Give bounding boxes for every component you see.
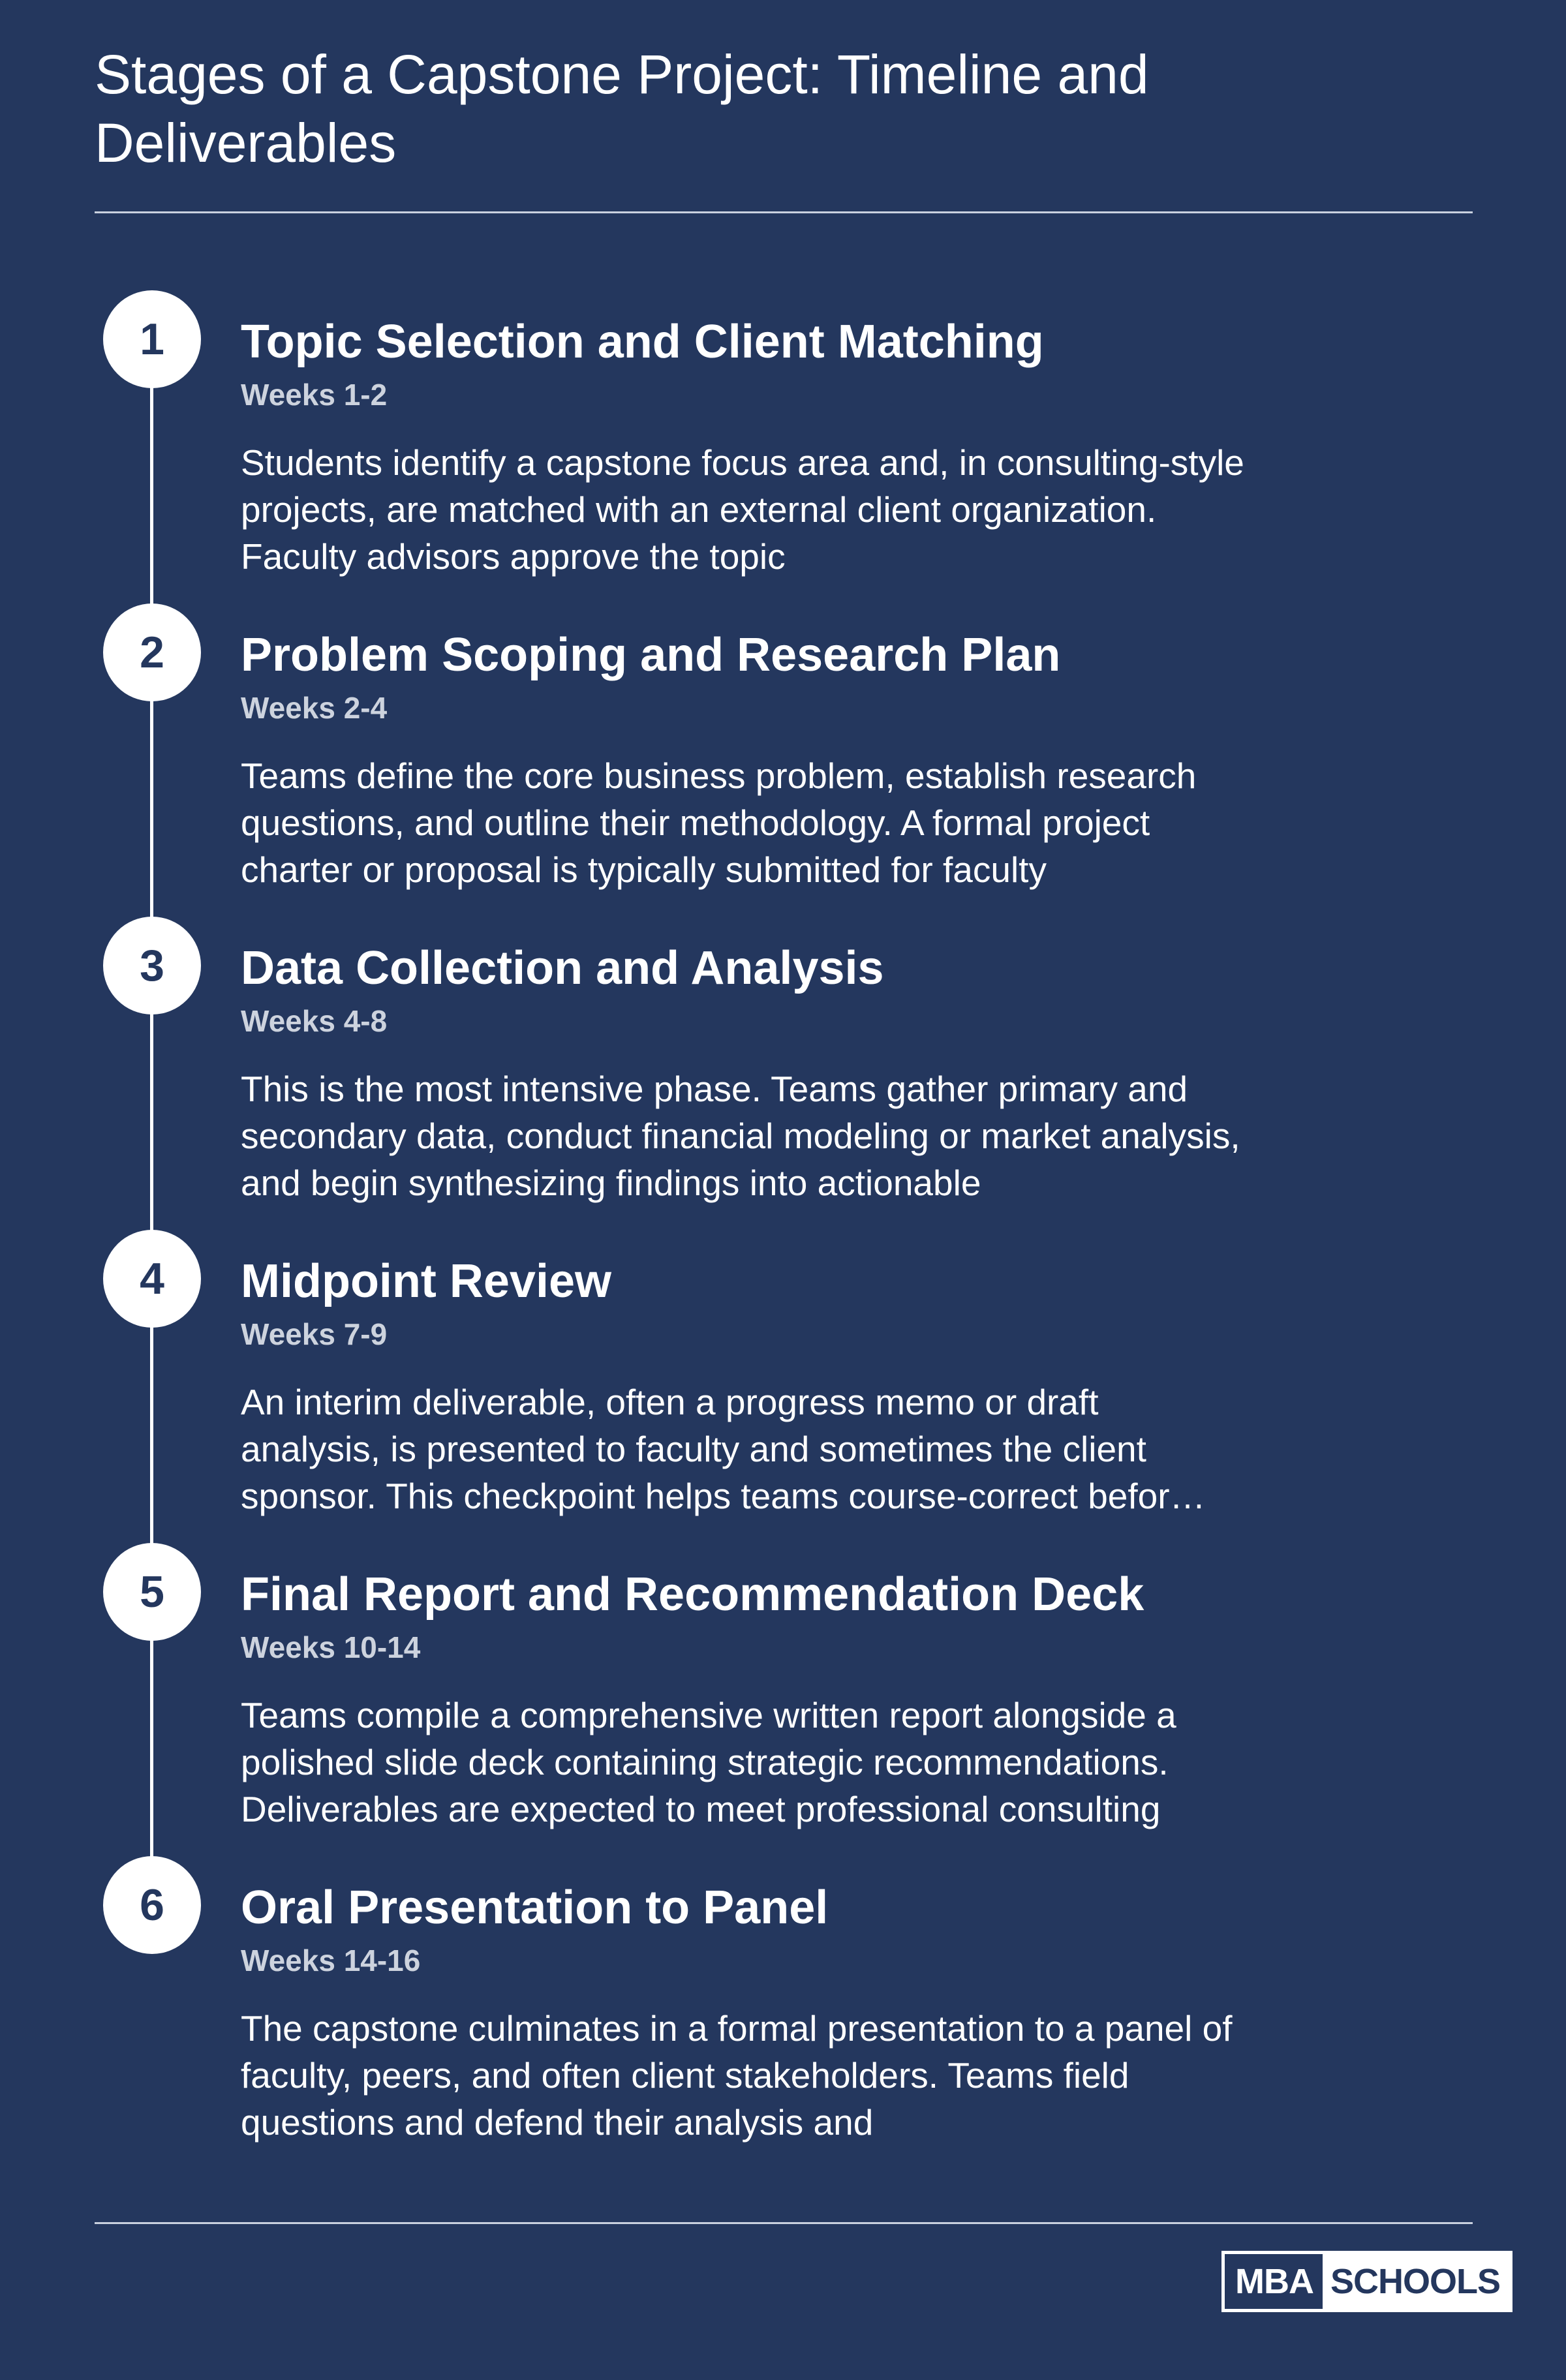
stage-title: Midpoint Review [241,1255,612,1307]
stage-number-badge: 5 [103,1543,201,1641]
stage-description: The capstone culminates in a formal presentation to a panel of faculty, peers, and often client stakeholders. Teams field questions and defend their analysis and [241,2008,1233,2143]
stage-weeks: Weeks 4-8 [241,1004,388,1038]
stage-description: Teams define the core business problem, establish research questions, and outline their methodology. A formal project charter or proposal is typically submitted for faculty [241,755,1197,890]
stage-title: Topic Selection and Client Matching [241,316,1044,368]
stage-description: Students identify a capstone focus area and, in consulting-style projects, are matched with an external client organization. Faculty advisors approve the topic [241,442,1244,577]
stage-weeks: Weeks 1-2 [241,378,388,412]
timeline-stage-1 [0,290,1566,603]
bottom-divider [95,2222,1473,2224]
stage-title: Final Report and Recommendation Deck [241,1568,1144,1621]
stage-description: An interim deliverable, often a progress memo or draft analysis, is presented to faculty and sometimes the client sponsor. This checkpoint helps teams course-correct befor… [241,1382,1206,1516]
stage-weeks: Weeks 14-16 [241,1944,421,1977]
page-title: Stages of a Capstone Project: Timeline and Deliverables [95,44,1149,174]
mba-schools-logo [1221,2251,1512,2312]
stage-number-badge: 3 [103,917,201,1015]
stage-description: Teams compile a comprehensive written report alongside a polished slide deck containing strategic recommendations. Deliverables are expected to meet professional consulting [241,1695,1176,1829]
stage-number-badge: 2 [103,603,201,701]
stage-weeks: Weeks 2-4 [241,691,388,725]
stage-title: Oral Presentation to Panel [241,1882,829,1934]
timeline-stage-5 [0,1543,1566,1856]
timeline-stage-2 [0,603,1566,917]
stage-weeks: Weeks 7-9 [241,1317,388,1351]
timeline-stage-4 [0,1230,1566,1543]
timeline-stage-3 [0,917,1566,1230]
stage-number-badge: 6 [103,1856,201,1954]
logo-mba-text: MBA [1225,2254,1323,2309]
stage-title: Problem Scoping and Research Plan [241,629,1061,681]
stage-title: Data Collection and Analysis [241,942,884,994]
stage-weeks: Weeks 10-14 [241,1630,421,1664]
stage-number-badge: 1 [103,290,201,388]
stage-number-badge: 4 [103,1230,201,1328]
timeline-stage-6 [0,1856,1566,2169]
stage-description: This is the most intensive phase. Teams gather primary and secondary data, conduct financial modeling or market analysis, and begin synthesizing findings into actionable [241,1069,1240,1203]
logo-schools-text: SCHOOLS [1323,2254,1509,2309]
top-divider [95,211,1473,213]
